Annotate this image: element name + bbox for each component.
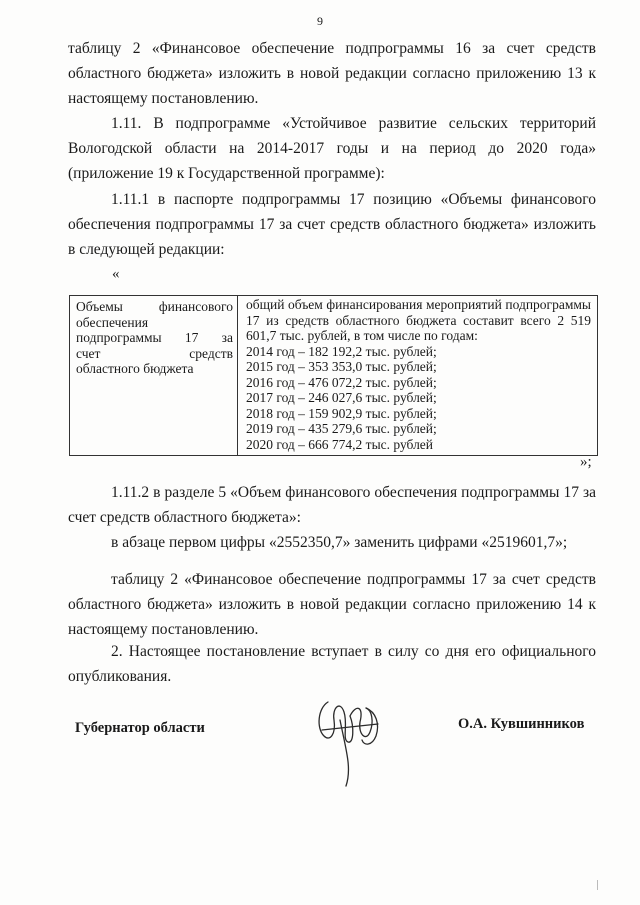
- funding-year-line: 2015 год – 353 353,0 тыс. рублей;: [246, 359, 437, 374]
- label-line: Объемы финансового: [76, 299, 233, 314]
- funding-table-label-cell: [70, 296, 238, 455]
- paragraph-table2-sub16: таблицу 2 «Финансовое обеспечение подпрограммы 16 за счет средств областного бюджета» изложить в новой редакции согласно приложению 13 к настоящему постановлению.: [68, 40, 596, 107]
- label-line: областного бюджета: [76, 361, 194, 376]
- funding-year-line: 2016 год – 476 072,2 тыс. рублей;: [246, 374, 437, 390]
- paragraph-effective-date: 2. Настоящее постановление вступает в силу со дня его официального опубликования.: [68, 643, 596, 685]
- funding-year-line: 2018 год – 159 902,9 тыс. рублей;: [246, 405, 437, 421]
- signatory-title: Губернатор области: [75, 720, 205, 736]
- funding-total-text: общий объем финансирования мероприятий подпрограммы 17 из средств областного бюджета составит всего 2 519 601,7 тыс. рублей, в том числе по годам:: [246, 297, 591, 343]
- paragraph-table2-sub17: таблицу 2 «Финансовое обеспечение подпрограммы 17 за счет средств областного бюджета» изложить в новой редакции согласно приложению 14 к настоящему постановлению.: [68, 571, 596, 638]
- funding-year-line: 2019 год – 435 279,6 тыс. рублей;: [246, 421, 437, 436]
- funding-year-line: 2020 год – 666 774,2 тыс. рублей: [246, 436, 434, 452]
- page-number: 9: [317, 14, 323, 28]
- label-line: счет средств: [76, 345, 233, 361]
- funding-year-line: 2017 год – 246 027,6 тыс. рублей;: [246, 390, 437, 405]
- funding-table-value-cell: [238, 296, 597, 455]
- margin-mark: [597, 880, 598, 890]
- paragraph-1-11-1: 1.11.1 в паспорте подпрограммы 17 позицию «Объемы финансового обеспечения подпрограммы 17 за счет средств областного бюджета» изложить в следующей редакции:: [68, 191, 596, 258]
- handwritten-signature: [310, 690, 390, 790]
- signatory-name: О.А. Кувшинников: [458, 716, 585, 732]
- label-line: подпрограммы 17 за: [76, 330, 233, 345]
- funding-year-line: 2014 год – 182 192,2 тыс. рублей;: [246, 343, 437, 359]
- paragraph-1-11-2: 1.11.2 в разделе 5 «Объем финансового обеспечения подпрограммы 17 за счет средств областного бюджета»:: [68, 484, 596, 526]
- paragraph-1-11: 1.11. В подпрограмме «Устойчивое развитие сельских территорий Вологодской области на 2014-2017 годы и на период до 2020 года» (приложение 19 к Государственной программе):: [68, 115, 596, 182]
- funding-table: [69, 295, 598, 456]
- label-line: обеспечения: [76, 314, 149, 330]
- paragraph-replace-figures: в абзаце первом цифры «2552350,7» заменить цифрами «2519601,7»;: [111, 534, 568, 551]
- quote-close: »;: [580, 454, 592, 470]
- quote-open: «: [112, 266, 120, 282]
